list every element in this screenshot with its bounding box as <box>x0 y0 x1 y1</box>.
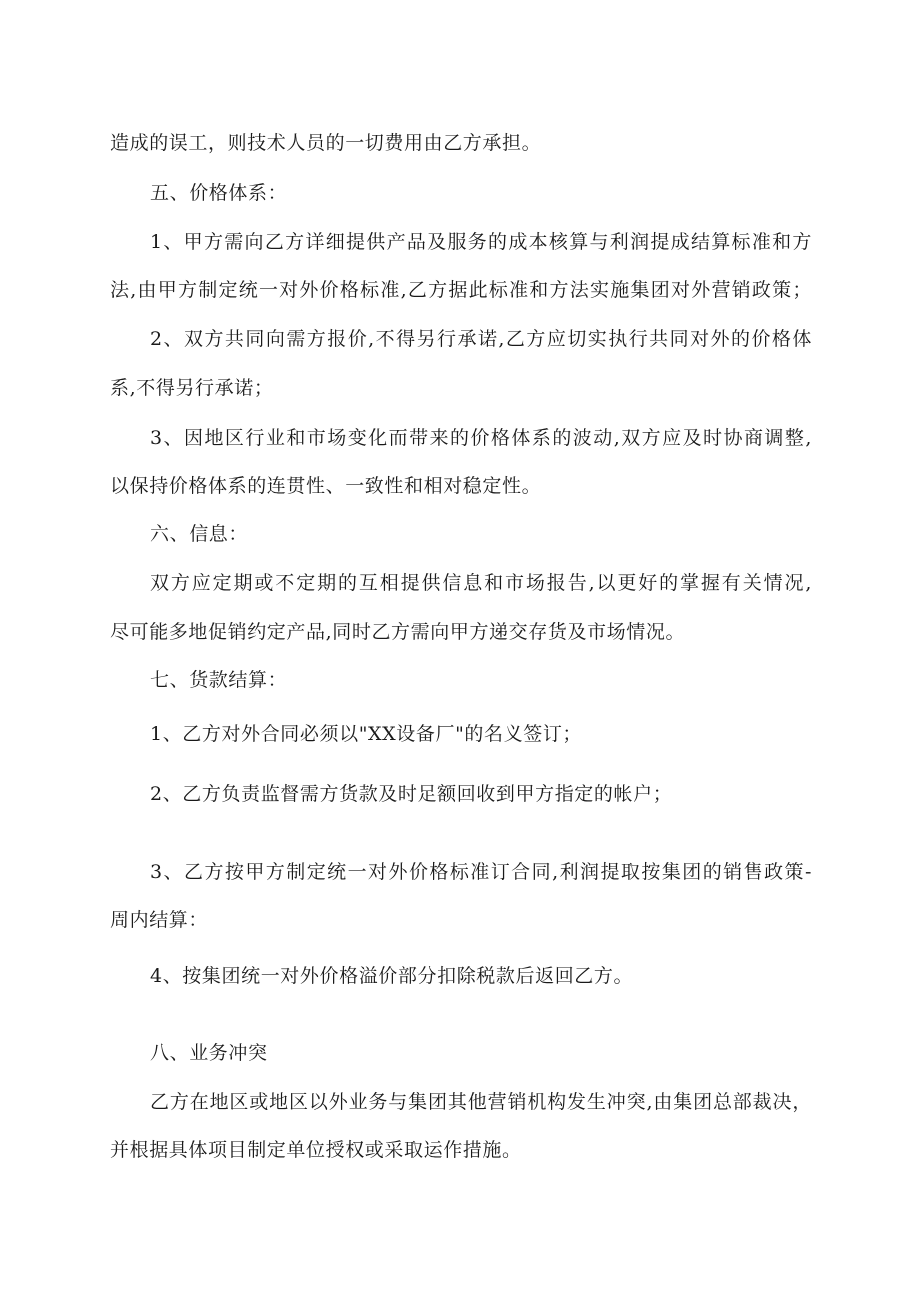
section-heading-price-system: 五、价格体系： <box>150 182 288 204</box>
text-line-10: 双方应定期或不定期的互相提供信息和市场报告,以更好的掌握有关情况, <box>150 572 812 594</box>
section-heading-information: 六、信息： <box>150 523 249 545</box>
text-line-20: 并根据具体项目制定单位授权或采取运作措施。 <box>110 1139 522 1161</box>
text-line-11: 尽可能多地促销约定产品,同时乙方需向甲方递交存货及市场情况。 <box>110 621 686 643</box>
text-line-1: 造成的误工，则技术人员的一切费用由乙方承担。 <box>110 132 542 154</box>
section-heading-business-conflict: 八、业务冲突 <box>150 1042 268 1064</box>
text-line-7: 3、因地区行业和市场变化而带来的价格体系的波动,双方应及时协商调整, <box>150 427 812 449</box>
text-line-17: 4、按集团统一对外价格溢价部分扣除税款后返回乙方。 <box>150 965 634 987</box>
text-line-3: 1、甲方需向乙方详细提供产品及服务的成本核算与利润提成结算标准和方 <box>150 231 812 253</box>
text-line-14: 2、乙方负责监督需方货款及时足额回收到甲方指定的帐户； <box>150 783 673 805</box>
text-line-5: 2、双方共同向需方报价,不得另行承诺,乙方应切实执行共同对外的价格体 <box>150 328 812 350</box>
text-line-4: 法,由甲方制定统一对外价格标准,乙方据此标准和方法实施集团对外营销政策； <box>110 279 812 301</box>
text-line-15: 3、乙方按甲方制定统一对外价格标准订合同,利润提取按集团的销售政策- <box>150 861 812 883</box>
section-heading-payment: 七、货款结算： <box>150 669 288 691</box>
text-line-6: 系,不得另行承诺； <box>110 377 274 399</box>
text-line-19: 乙方在地区或地区以外业务与集团其他营销机构发生冲突,由集团总部裁决， <box>150 1091 812 1113</box>
text-line-16: 周内结算： <box>110 909 209 931</box>
text-line-8: 以保持价格体系的连贯性、一致性和相对稳定性。 <box>110 475 542 497</box>
text-line-13: 1、乙方对外合同必须以"XX设备厂"的名义签订； <box>150 723 583 745</box>
